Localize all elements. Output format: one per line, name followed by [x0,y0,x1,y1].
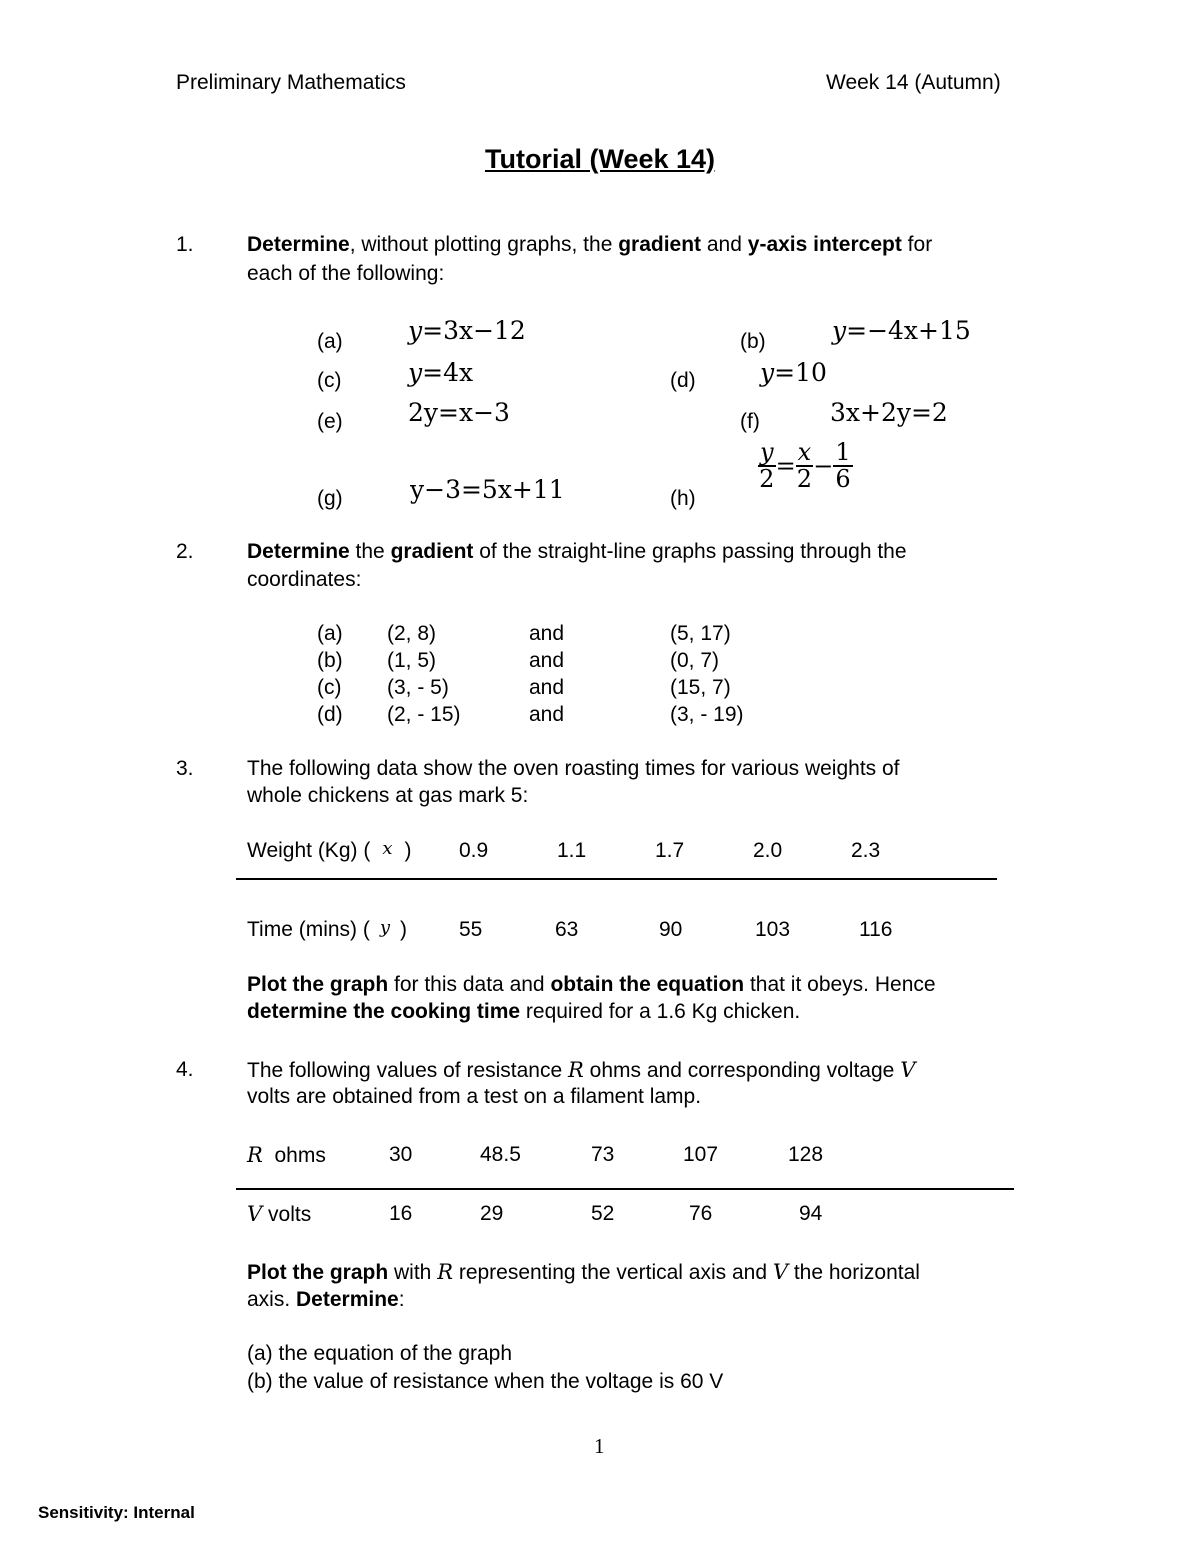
q4-v-4: 94 [799,1202,823,1225]
q3-time-3: 103 [755,918,791,941]
header-right: Week 14 (Autumn) [826,71,1001,94]
q3-time-4: 116 [859,918,893,941]
q1h-equation: $\frac{y}{2}$ = $\frac{x}{2}$ − $\frac{1}{6}$ [759,438,851,494]
q2c-point2: (15, 7) [670,676,731,699]
q2a-label: (a) [317,622,343,645]
q4-text-line1: The following values of resistance R ohms and corresponding voltage V [247,1058,916,1082]
q3-weight-1: 1.1 [557,839,587,862]
q1e-label: (e) [317,410,343,433]
q1-text-line1: Determine, without plotting graphs, the gradient and y-axis intercept for [247,233,933,256]
q2d-label: (d) [317,703,343,726]
q4-v-1: 29 [480,1202,504,1225]
q1-text-line2: each of the following: [247,262,445,285]
q4-v-0: 16 [389,1202,413,1225]
q2d-point2: (3, - 19) [670,703,744,726]
q1f-equation: 3x+2y=2 [830,398,948,427]
q2-text-line2: coordinates: [247,568,362,591]
q2c-label: (c) [317,676,342,699]
q3-table-rule [236,878,997,880]
q4-sub-a: (a) the equation of the graph [247,1342,513,1365]
q4-r-2: 73 [591,1143,615,1166]
q4-v-2: 52 [591,1202,615,1225]
q1c-label: (c) [317,369,342,392]
q4-r-1: 48.5 [480,1143,521,1166]
q3-task-line2: determine the cooking time required for a 1.6 Kg chicken. [247,1000,801,1023]
page-title: Tutorial (Week 14) [484,144,716,174]
q1f-label: (f) [740,410,760,433]
q2a-point2: (5, 17) [670,622,731,645]
q4-r-0: 30 [389,1143,413,1166]
q1b-label: (b) [740,330,766,353]
q2b-point1: (1, 5) [387,649,437,672]
q3-weight-3: 2.0 [753,839,783,862]
q3-time-label: Time (mins) ( y ) [247,917,408,941]
q3-weight-2: 1.7 [655,839,685,862]
q4-number: 4. [176,1058,194,1081]
q4-r-3: 107 [683,1143,719,1166]
q2-text-line1: Determine the gradient of the straight-line graphs passing through the [247,540,907,563]
q3-time-1: 63 [555,918,579,941]
q4-text-line2: volts are obtained from a test on a filament lamp. [247,1085,702,1108]
q1g-equation: y−3=5x+11 [410,475,565,504]
q3-task-line1: Plot the graph for this data and obtain the equation that it obeys. Hence [247,973,936,996]
q3-text-line2: whole chickens at gas mark 5: [247,784,529,807]
page-number: 1 [594,1434,605,1458]
q4-r-4: 128 [788,1143,824,1166]
q2b-label: (b) [317,649,343,672]
q2d-and: and [529,703,565,726]
q1-number: 1. [176,233,194,256]
q2c-and: and [529,676,565,699]
q4-v-3: 76 [689,1202,713,1225]
q1h-label: (h) [670,487,696,510]
q1d-equation: y=10 [760,358,827,387]
q2c-point1: (3, - 5) [387,676,449,699]
q2b-and: and [529,649,565,672]
q3-time-2: 90 [659,918,683,941]
q4-v-label: V volts [247,1202,312,1226]
q3-text-line1: The following data show the oven roasting times for various weights of [247,757,900,780]
header-left: Preliminary Mathematics [176,71,406,94]
q2-number: 2. [176,540,194,563]
q1a-equation: y=3x−12 [408,316,526,345]
q2d-point1: (2, - 15) [387,703,461,726]
q3-weight-0: 0.9 [459,839,489,862]
q1b-equation: y=−4x+15 [832,316,971,345]
q1d-label: (d) [670,369,696,392]
q3-weight-label: Weight (Kg) ( x ) [247,838,412,862]
sensitivity-label: Sensitivity: Internal [38,1503,195,1522]
q4-sub-b: (b) the value of resistance when the voltage is 60 V [247,1370,724,1393]
q4-task-line2: axis. Determine: [247,1288,405,1311]
q3-time-0: 55 [459,918,483,941]
q4-task-line1: Plot the graph with R representing the vertical axis and V the horizontal [247,1260,920,1284]
q1e-equation: 2y=x−3 [408,398,510,427]
q3-number: 3. [176,757,194,780]
q2a-point1: (2, 8) [387,622,437,645]
q2b-point2: (0, 7) [670,649,720,672]
q2a-and: and [529,622,565,645]
q1a-label: (a) [317,330,343,353]
q4-table-rule [236,1188,1014,1190]
q4-r-label: R ohms [247,1143,326,1167]
q1g-label: (g) [317,487,343,510]
q1c-equation: y=4x [408,358,474,387]
q3-weight-4: 2.3 [851,839,881,862]
